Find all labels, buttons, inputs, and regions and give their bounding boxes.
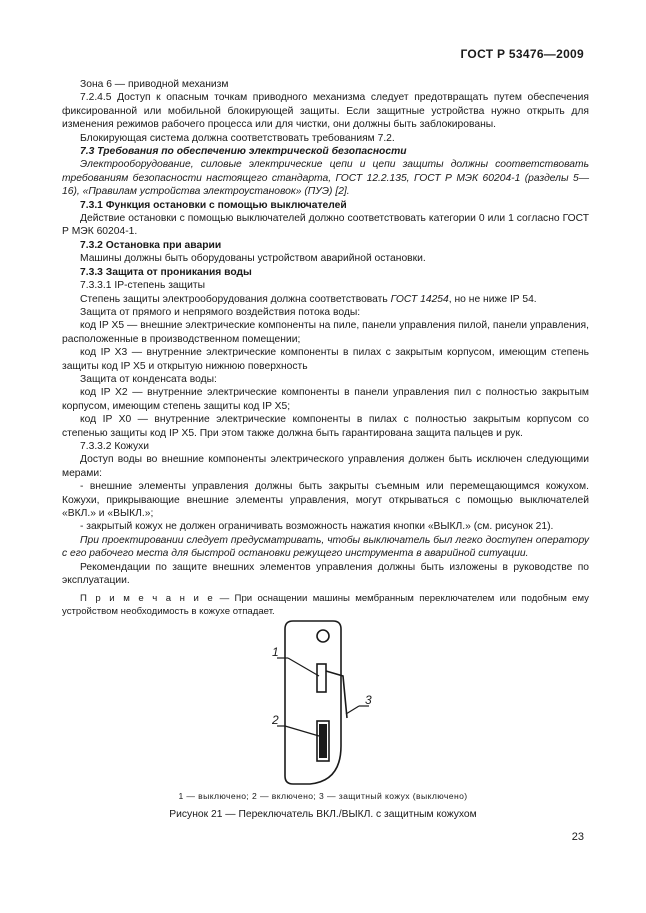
paragraph-blocking-system: Блокирующая система должна соответствовать требованиям 7.2.	[80, 132, 395, 144]
figure-21-switch-drawing	[255, 616, 385, 791]
document-body	[62, 78, 589, 628]
ip-degree-text-c: , но не ниже IP 54.	[448, 293, 537, 305]
switch-on-fill	[319, 724, 327, 758]
figure-legend: 1 — выключено; 2 — включено; 3 — защитный кожух (выключено)	[178, 791, 468, 801]
paragraph-ip-x2: код IP X2 — внутренние электрические компоненты в панели управления пил с полностью закрытым корпусом, имеющим степень защиты код IP X5;	[62, 387, 589, 412]
switch-off-key	[317, 664, 326, 692]
paragraph-ip-x3: код IP X3 — внутренние электрические компоненты в пилах с закрытым корпусом, имеющим степень защиты код IP X5 и открытую нижнюю поверхность	[62, 347, 589, 372]
paragraph-recommendations: Рекомендации по защите внешних элементов управления должны быть изложены в руководстве по эксплуатации.	[62, 561, 589, 587]
paragraph-water-flow: Защита от прямого и непрямого воздействия потока воды:	[80, 306, 361, 318]
switch-housing-outline	[285, 621, 341, 784]
paragraph-electrical-requirements: Электрооборудование, силовые электрические цепи и цепи защиты должны соответствовать требованиям безопасности настоящего стандарта, ГОСТ 12.2.135, ГОСТ Р МЭК 60204-1 (разделы 5—16), «Правилам устройства электроустановок» (ПУЭ) [2].	[62, 159, 589, 198]
paragraph-ip-x0: код IP X0 — внутренние электрические компоненты в пилах с полностью закрытым корпусом со степенью защиты код IP X5. При этом также должна быть гарантирована защита пальцев и рук.	[62, 414, 589, 439]
figure-label-3: 3	[365, 693, 372, 707]
paragraph-emergency-stop: Машины должны быть оборудованы устройством аварийной остановки.	[80, 253, 426, 265]
note-text: — При оснащении машины мембранным переключателем или подобным ему устройством необходимость в кожухе отпадает.	[62, 593, 589, 617]
paragraph-stop-function: Действие остановки с помощью выключателей должно соответствовать категории 0 или 1 согласно ГОСТ Р МЭК 60204-1.	[62, 213, 589, 238]
section-heading-7-3: 7.3 Требования по обеспечению электрической безопасности	[80, 146, 407, 158]
ip-degree-text-a: Степень защиты электрооборудования должна соответствовать	[80, 293, 391, 305]
figure-caption: Рисунок 21 — Переключатель ВКЛ./ВЫКЛ. с защитным кожухом	[169, 809, 477, 820]
document-standard-header: ГОСТ Р 53476—2009	[460, 47, 584, 61]
section-heading-7-3-3-1: 7.3.3.1 IP-степень защиты	[80, 280, 205, 292]
paragraph-external-controls: - внешние элементы управления должны быть закрыты съемным или перемещающимся кожухом. Кожухи, прикрывающие внешние элементы управления, могут открываться с помощью выключателей «ВКЛ.» и «ВЫКЛ.»;	[62, 481, 589, 519]
section-heading-7-3-3-2: 7.3.3.2 Кожухи	[80, 440, 150, 452]
note	[62, 593, 589, 618]
paragraph-condensate: Защита от конденсата воды:	[80, 373, 217, 385]
paragraph-7-2-4-5: 7.2.4.5 Доступ к опасным точкам приводного механизма следует предотвращать путем обеспечения фиксированной или мобильной блокирующей защиты. Если защитные устройства нужно открыть для изменения режимов рабочего процесса или для чистки, они должны быть заблокированы.	[62, 92, 589, 131]
mount-hole	[317, 630, 329, 642]
paragraph-design-note: При проектировании следует предусматривать, чтобы выключатель был легко доступен оператору с его рабочего места для быстрой остановки режущего инструмента в аварийной ситуации.	[62, 534, 589, 560]
section-heading-7-3-3: 7.3.3 Защита от проникания воды	[80, 266, 252, 278]
paragraph-ip-x5: код IP X5 — внешние электрические компоненты на пиле, панели управления пилой, панели управления, расположенные в производственном помещении;	[62, 320, 589, 345]
section-heading-7-3-2: 7.3.2 Остановка при аварии	[80, 239, 222, 251]
paragraph-zone6: Зона 6 — приводной механизм	[80, 79, 229, 90]
protective-cover	[326, 671, 347, 718]
ip-degree-gost-ref: ГОСТ 14254	[390, 293, 449, 305]
paragraph-closed-cover: - закрытый кожух не должен ограничивать возможность нажатия кнопки «ВЫКЛ.» (см. рисунок 21).	[80, 521, 554, 533]
figure-label-2: 2	[272, 713, 279, 727]
paragraph-ip-degree	[62, 293, 589, 306]
page-number: 23	[571, 831, 584, 843]
figure-label-1: 1	[272, 645, 279, 659]
note-label: П р и м е ч а н и е	[80, 593, 215, 605]
section-heading-7-3-1: 7.3.1 Функция остановки с помощью выключателей	[80, 199, 347, 211]
paragraph-water-access: Доступ воды во внешние компоненты электрического управления должен быть исключен следующими мерами:	[62, 454, 589, 479]
